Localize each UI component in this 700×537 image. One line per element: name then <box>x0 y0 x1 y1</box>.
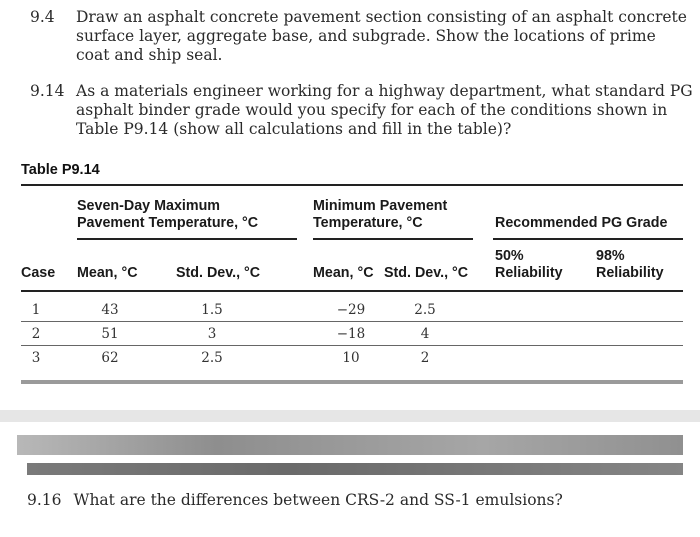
table-top-rule <box>21 184 683 186</box>
col-case: Case <box>21 265 56 281</box>
row1-max-sd: 1.5 <box>201 302 223 318</box>
row3-min-mean: 10 <box>342 350 360 366</box>
row2-max-mean: 51 <box>101 326 119 342</box>
min-temp-header-line2: Temperature, °C <box>313 215 423 231</box>
row-separator <box>21 345 683 346</box>
row1-max-mean: 43 <box>101 302 119 318</box>
recommended-header-underline <box>493 238 683 240</box>
col-min-mean: Mean, °C <box>313 265 374 281</box>
col-rel50-line1: 50% <box>495 248 524 264</box>
page-divider-band <box>17 435 683 455</box>
row3-max-sd: 2.5 <box>201 350 223 366</box>
row2-min-mean: −18 <box>336 326 366 342</box>
problem-text: What are the differences between CRS-2 and SS-1 emulsions? <box>73 491 563 509</box>
min-temp-header-line1: Minimum Pavement <box>313 198 448 214</box>
row1-case: 1 <box>31 302 41 318</box>
seven-day-header-line2: Pavement Temperature, °C <box>77 215 259 231</box>
row1-min-mean: −29 <box>336 302 366 318</box>
col-max-mean: Mean, °C <box>77 265 138 281</box>
row-separator <box>21 321 683 322</box>
problem-text: As a materials engineer working for a highway department, what standard PG asphalt binder grade would you specify for each of the conditions shown in Table P9.14 (show all calculations and fill in the table)? <box>76 82 693 138</box>
min-temp-header-underline <box>313 238 473 240</box>
problem-text: Draw an asphalt concrete pavement section consisting of an asphalt concrete surface layer, aggregate base, and subgrade. Show the locations of prime coat and ship seal. <box>76 8 687 64</box>
problem-number: 9.4 <box>30 8 55 26</box>
problem-number: 9.16 <box>27 491 62 509</box>
table-header-rule <box>21 290 683 292</box>
page-header-band <box>27 463 683 475</box>
problem-number: 9.14 <box>30 82 65 100</box>
row2-max-sd: 3 <box>207 326 217 342</box>
recommended-header: Recommended PG Grade <box>495 215 668 231</box>
page-gap-band <box>0 410 700 422</box>
col-max-sd: Std. Dev., °C <box>176 265 261 281</box>
col-min-sd: Std. Dev., °C <box>384 265 469 281</box>
seven-day-header-line1: Seven-Day Maximum <box>77 198 221 214</box>
row1-min-sd: 2.5 <box>414 302 436 318</box>
row3-case: 3 <box>31 350 41 366</box>
row2-min-sd: 4 <box>420 326 430 342</box>
table-caption: Table P9.14 <box>21 162 100 178</box>
col-rel98-line1: 98% <box>596 248 625 264</box>
problem-9-16 <box>27 491 563 509</box>
seven-day-header-underline <box>77 238 297 240</box>
row3-max-mean: 62 <box>101 350 119 366</box>
table-bottom-rule <box>21 380 683 384</box>
col-rel98-line2: Reliability <box>596 265 664 281</box>
col-rel50-line2: Reliability <box>495 265 563 281</box>
row3-min-sd: 2 <box>420 350 430 366</box>
row2-case: 2 <box>31 326 41 342</box>
